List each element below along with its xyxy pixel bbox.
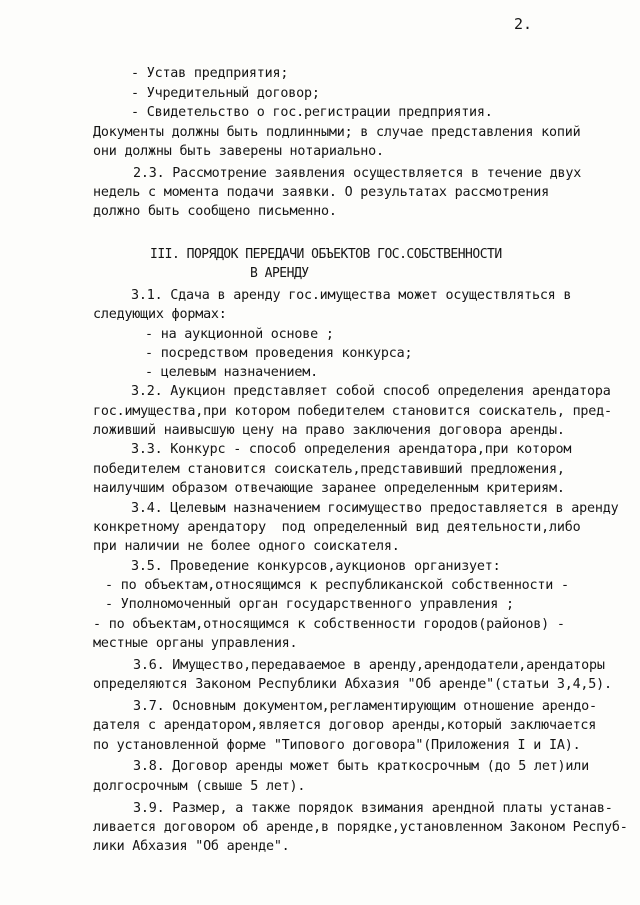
text-line: ливается договором об аренде,в порядке,установленном Законом Респуб- (93, 820, 628, 835)
list-item-municipal: - по объектам,относящимся к собственности городов(районов) - (93, 617, 565, 632)
paragraph-3-8: 3.8. Договор аренды может быть краткосрочным (до 5 лет)или (133, 759, 589, 774)
paragraph-3-9: 3.9. Размер, а также порядок взимания арендной платы устанав- (133, 801, 613, 816)
section-heading-cont: В АРЕНДУ (250, 266, 309, 281)
list-item-registration: - Свидетельство о гос.регистрации предприятия. (131, 105, 493, 120)
text-line: следующих формах: (93, 307, 227, 322)
text-line: ложивший наивысшую цену на право заключения договора аренды. (93, 423, 565, 438)
text-line: дателя с арендатором,является договор аренды,который заключается (93, 718, 597, 733)
paragraph-3-5: 3.5. Проведение конкурсов,аукционов организует: (131, 559, 501, 574)
paragraph-3-2: 3.2. Аукцион представляет собой способ определения арендатора (131, 384, 611, 399)
text-line: недель с момента подачи заявки. О результатах рассмотрения (93, 185, 549, 200)
paragraph-3-4: 3.4. Целевым назначением госимущество предоставляется в аренду (131, 501, 619, 516)
paragraph-3-1: 3.1. Сдача в аренду гос.имущества может осуществляться в (131, 288, 572, 303)
paragraph-3-3: 3.3. Конкурс - способ определения арендатора,при котором (131, 442, 572, 457)
text-line: по установленной форме "Типового договора"(Приложения I и IA). (93, 738, 581, 753)
text-line: при наличии не более одного соискателя. (93, 539, 400, 554)
page-number: 2. (514, 15, 533, 33)
text-line: наилучшим образом отвечающие заранее определенным критериям. (93, 481, 565, 496)
list-item-competition: - посредством проведения конкурса; (145, 346, 413, 361)
text-line: лики Абхазия "Об аренде". (93, 839, 290, 854)
text-line: гос.имущества,при котором победителем становится соискатель, пред- (93, 404, 612, 419)
list-item-target: - целевым назначением. (145, 365, 318, 380)
text-line: они должны быть заверены нотариально. (93, 144, 384, 159)
list-item-republican: - по объектам,относящимся к республиканской собственности - (105, 578, 569, 593)
text-line: должно быть сообщено письменно. (93, 204, 337, 219)
paragraph-2-3: 2.3. Рассмотрение заявления осуществляется в течение двух (133, 166, 582, 181)
section-heading: III. ПОРЯДОК ПЕРЕДАЧИ ОБЪЕКТОВ ГОС.СОБСТВЕННОСТИ (150, 247, 502, 262)
list-item-charter: - Устав предприятия; (131, 66, 289, 81)
text-line: Документы должны быть подлинными; в случае представления копий (93, 125, 581, 140)
text-line: местные органы управления. (93, 636, 298, 651)
list-item-auction: - на аукционной основе ; (145, 327, 334, 342)
text-line: конкретному арендатору под определенный вид деятельности,либо (93, 520, 581, 535)
paragraph-3-7: 3.7. Основным документом,регламентирующим отношение арендо- (133, 699, 597, 714)
text-line: определяются Законом Республики Абхазия "Об аренде"(статьи 3,4,5). (93, 677, 612, 692)
list-item-authorized-body: - Уполномоченный орган государственного управления ; (105, 597, 514, 612)
paragraph-3-6: 3.6. Имущество,передаваемое в аренду,арендодатели,арендаторы (133, 658, 605, 673)
text-line: победителем становится соискатель,представивший предложения, (93, 462, 565, 477)
list-item-founding-contract: - Учредительный договор; (131, 86, 320, 101)
text-line: долгосрочным (свыше 5 лет). (93, 779, 306, 794)
